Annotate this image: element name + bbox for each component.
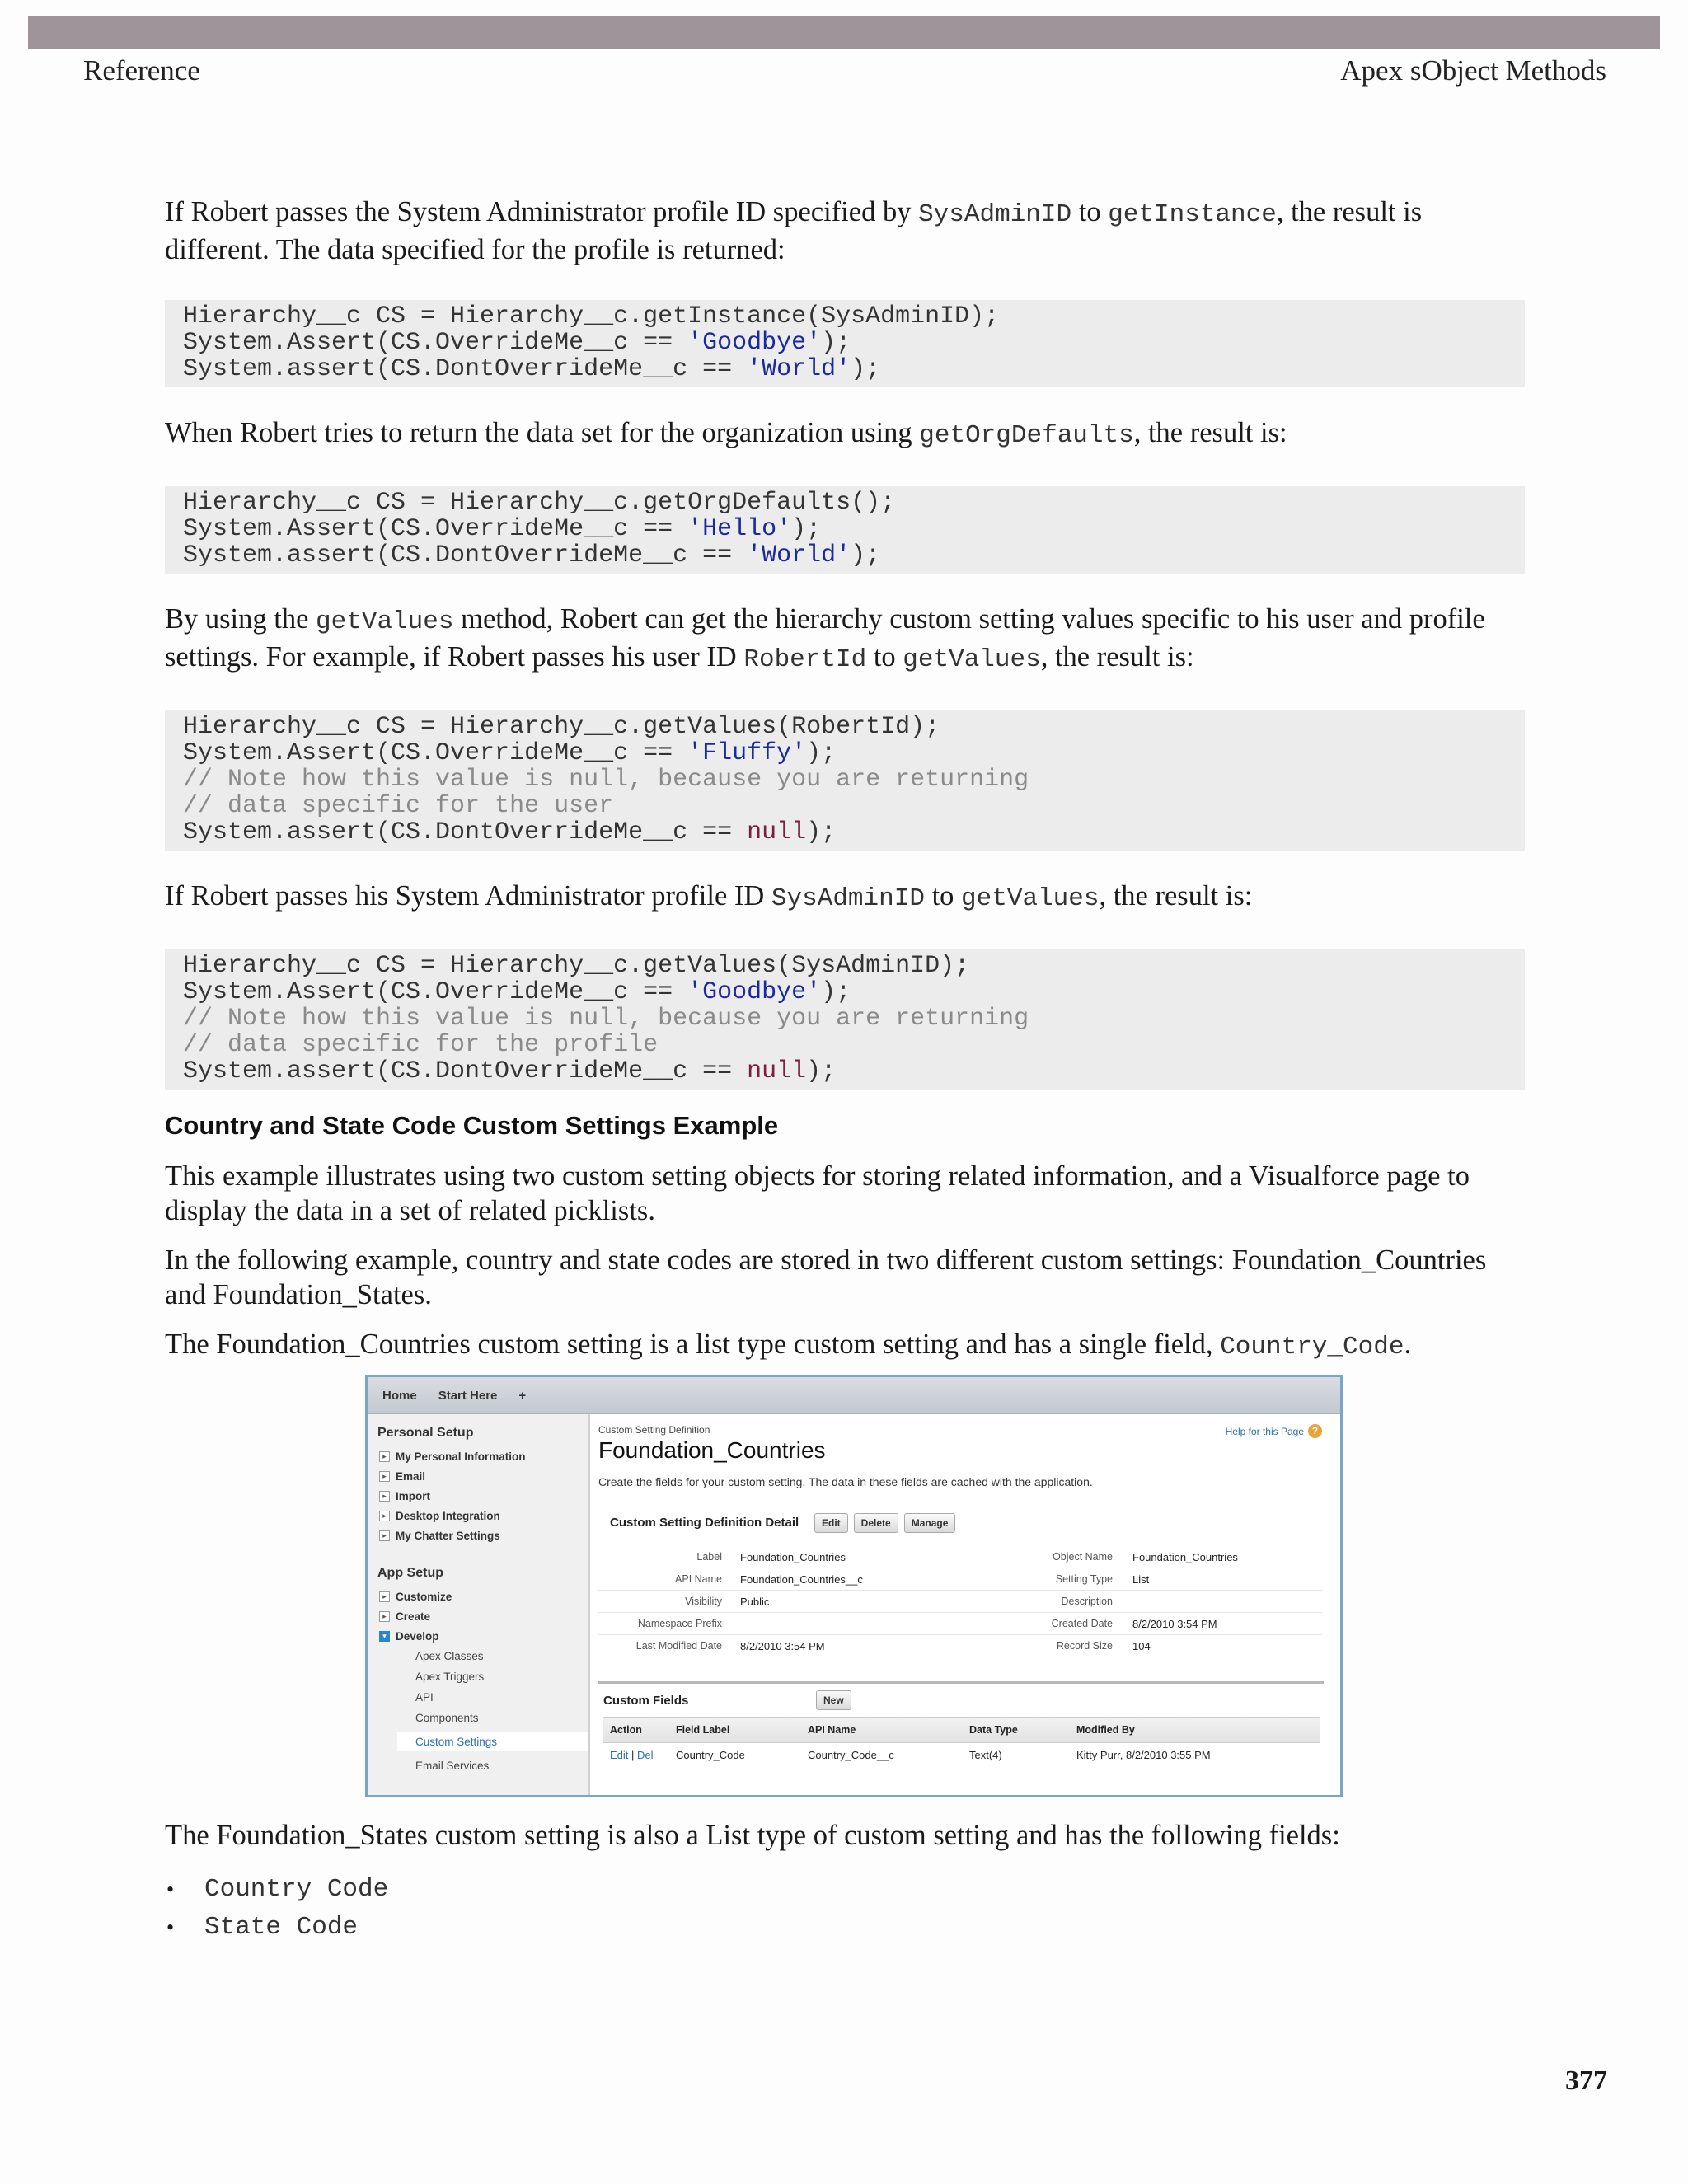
table-header <box>603 1717 1320 1743</box>
field-label: Record Size <box>1056 1640 1113 1652</box>
sidebar-item-chatter-settings[interactable] <box>379 1530 588 1542</box>
sidebar-item-personal-info[interactable] <box>379 1451 588 1463</box>
list-item <box>165 1909 1525 1947</box>
action-cell <box>603 1749 676 1761</box>
code-line <box>183 1058 1508 1085</box>
column-header: Modified By <box>1076 1724 1135 1736</box>
text: method, Robert can get the hierarchy custom setting values specific to his user and profile settings. For example, if Robert passes his user ID <box>165 603 1485 673</box>
detail-row <box>598 1613 1322 1635</box>
inline-code: getValues <box>903 645 1041 674</box>
inline-code: SysAdminID <box>771 884 925 913</box>
column-header: Action <box>610 1724 642 1736</box>
new-field-button[interactable]: New <box>816 1690 851 1710</box>
inline-code: getInstance <box>1108 200 1277 229</box>
tab-home[interactable]: Home <box>382 1388 417 1403</box>
sidebar-section-app: App Setup <box>377 1566 443 1580</box>
inline-code: getValues <box>961 884 1100 913</box>
code-text: ); <box>851 541 881 569</box>
expand-icon: ▸ <box>379 1451 390 1462</box>
user-link[interactable]: Kitty Purr <box>1076 1748 1120 1761</box>
detail-row <box>598 1635 1322 1657</box>
detail-row <box>598 1591 1322 1613</box>
code-string: 'World' <box>747 541 851 569</box>
sidebar-item-label: Develop <box>396 1630 439 1643</box>
inline-code: Country_Code <box>1220 1333 1404 1361</box>
code-line <box>183 740 1508 766</box>
text: to <box>924 880 962 912</box>
header-right: Apex sObject Methods <box>1340 54 1606 87</box>
setup-sidebar <box>368 1414 590 1795</box>
field-value: 8/2/2010 3:54 PM <box>740 1639 825 1652</box>
code-block-getinstance <box>165 300 1525 387</box>
sidebar-item-customize[interactable] <box>379 1591 588 1603</box>
sidebar-item-label: Email <box>396 1470 426 1483</box>
setup-main <box>598 1414 1332 1795</box>
page-description: Create the fields for your custom setting. The data in these fields are cached with the application. <box>598 1475 1093 1488</box>
inline-code: getOrgDefaults <box>919 421 1134 450</box>
code-string: 'Goodbye' <box>687 329 822 357</box>
text: to <box>866 641 903 673</box>
delete-link[interactable]: Del <box>637 1748 654 1761</box>
expand-icon: ▸ <box>379 1471 390 1482</box>
sidebar-item-label: My Personal Information <box>396 1451 526 1463</box>
sidebar-subitem-custom-settings[interactable]: Custom Settings <box>397 1732 588 1751</box>
sidebar-item-label: My Chatter Settings <box>396 1530 500 1542</box>
expand-icon: ▸ <box>379 1491 390 1502</box>
field-label: Created Date <box>1051 1618 1113 1629</box>
custom-fields-title: Custom Fields <box>603 1693 689 1708</box>
text: , the result is: <box>1133 417 1287 448</box>
custom-fields-header <box>598 1684 1324 1717</box>
code-comment: // Note how this value is null, because you are returning <box>183 766 1029 794</box>
help-link-label: Help for this Page <box>1225 1425 1304 1437</box>
page-content-lower <box>165 1818 1525 1947</box>
field-label: Description <box>1061 1596 1113 1607</box>
code-line: Hierarchy__c CS = Hierarchy__c.getOrgDefaults(); <box>183 489 896 517</box>
delete-button[interactable]: Delete <box>854 1513 898 1533</box>
code-line: Hierarchy__c CS = Hierarchy__c.getInstance(SysAdminID); <box>183 302 1000 330</box>
page-kicker: Custom Setting Definition <box>598 1424 710 1436</box>
sidebar-subitem-email-services[interactable]: Email Services <box>415 1760 490 1772</box>
code-text: ); <box>821 329 851 357</box>
field-value: Foundation_Countries <box>740 1550 846 1563</box>
paragraph-getvalues-user <box>165 602 1525 677</box>
inline-code: RobertId <box>743 645 867 674</box>
field-label: Last Modified Date <box>635 1640 722 1652</box>
field-value: Foundation_Countries__c <box>740 1572 863 1586</box>
paragraph-getvalues-profile <box>165 879 1525 916</box>
column-header: Field Label <box>676 1724 730 1736</box>
code-text: System.Assert(CS.OverrideMe__c == <box>183 978 688 1006</box>
section-heading: Country and State Code Custom Settings Example <box>165 1111 779 1140</box>
custom-fields-table <box>603 1717 1320 1766</box>
paragraph-countries <box>165 1327 1525 1365</box>
sidebar-subitem-api[interactable]: API <box>415 1691 434 1704</box>
code-keyword: null <box>747 1057 807 1085</box>
code-line: Hierarchy__c CS = Hierarchy__c.getValues(SysAdminID); <box>183 952 970 980</box>
code-line <box>183 516 1508 542</box>
api-name-cell: Country_Code__c <box>808 1748 894 1761</box>
modified-date: , 8/2/2010 3:55 PM <box>1119 1748 1211 1761</box>
paragraph-states: The Foundation_States custom setting is also a List type of custom setting and has the following fields: <box>165 1820 1340 1851</box>
setup-screenshot <box>365 1375 1343 1797</box>
code-string: 'Goodbye' <box>687 978 822 1006</box>
help-icon: ? <box>1308 1424 1322 1438</box>
field-label: Label <box>696 1551 722 1563</box>
bullet: • <box>166 1877 175 1901</box>
sidebar-item-desktop-integration[interactable] <box>379 1510 588 1522</box>
expand-icon: ▸ <box>379 1511 390 1521</box>
code-text: System.Assert(CS.OverrideMe__c == <box>183 739 688 767</box>
collapse-icon: ▾ <box>379 1631 390 1642</box>
field-label: Visibility <box>685 1596 722 1607</box>
page-number: 377 <box>1565 2065 1607 2096</box>
modified-by-cell <box>1076 1749 1320 1761</box>
detail-title: Custom Setting Definition Detail <box>610 1516 799 1530</box>
text: . <box>1404 1329 1412 1360</box>
paragraph-codes: In the following example, country and state codes are stored in two different custom settings: Foundation_Countries and Foundation_States. <box>165 1244 1487 1310</box>
code-text: System.Assert(CS.OverrideMe__c == <box>183 515 688 543</box>
header-left: Reference <box>83 54 200 87</box>
column-header: Data Type <box>969 1724 1018 1736</box>
table-row <box>603 1743 1320 1766</box>
code-block-getvalues-user <box>165 710 1525 851</box>
code-line: Hierarchy__c CS = Hierarchy__c.getValues(RobertId); <box>183 713 940 741</box>
edit-link[interactable]: Edit <box>610 1748 629 1761</box>
sidebar-item-label: Customize <box>396 1591 452 1603</box>
text: , the result is: <box>1099 880 1253 912</box>
field-name: State Code <box>204 1913 359 1942</box>
column-header: API Name <box>808 1724 856 1736</box>
sidebar-subitem-components[interactable]: Components <box>415 1712 479 1724</box>
code-text: System.assert(CS.DontOverrideMe__c == <box>183 355 748 383</box>
code-text: System.assert(CS.DontOverrideMe__c == <box>183 541 748 569</box>
field-value: List <box>1132 1572 1150 1586</box>
code-text: ); <box>806 818 837 846</box>
code-text: ); <box>806 1057 837 1085</box>
code-keyword: null <box>747 818 807 846</box>
code-text: ); <box>791 515 822 543</box>
detail-row <box>598 1568 1322 1591</box>
paragraph-getinstance-profile <box>165 194 1525 267</box>
code-line <box>183 542 1508 569</box>
text: to <box>1071 196 1109 227</box>
custom-fields-section <box>598 1681 1324 1766</box>
code-comment: // data specific for the profile <box>183 1031 659 1059</box>
field-value: Public <box>740 1595 770 1608</box>
tab-bar <box>368 1377 1340 1414</box>
field-label: API Name <box>675 1573 722 1585</box>
code-string: 'Fluffy' <box>687 739 807 767</box>
text: By using the <box>165 603 316 635</box>
code-text: ); <box>851 355 881 383</box>
paragraph-intro: This example illustrates using two custom setting objects for storing related information, and a Visualforce page to display the data in a set of related picklists. <box>165 1160 1470 1226</box>
code-text: ); <box>821 978 851 1006</box>
paragraph-getorgdefaults <box>165 415 1525 453</box>
field-label: Object Name <box>1053 1551 1113 1563</box>
separator: | <box>628 1748 638 1761</box>
inline-code: getValues <box>316 607 454 636</box>
sidebar-subitem-apex-triggers[interactable]: Apex Triggers <box>415 1671 485 1683</box>
edit-button[interactable]: Edit <box>814 1513 848 1533</box>
field-name: Country Code <box>204 1875 389 1904</box>
code-line <box>183 979 1508 1005</box>
code-string: 'Hello' <box>687 515 792 543</box>
text: If Robert passes his System Administrator profile ID <box>165 880 771 912</box>
expand-icon: ▸ <box>379 1530 390 1541</box>
field-label: Namespace Prefix <box>637 1618 722 1629</box>
inline-code: SysAdminID <box>918 200 1072 229</box>
sidebar-item-create[interactable] <box>379 1610 588 1623</box>
detail-header <box>610 1513 1332 1533</box>
sidebar-subitem-apex-classes[interactable]: Apex Classes <box>415 1650 484 1662</box>
help-link[interactable] <box>1226 1424 1322 1438</box>
bullet: • <box>166 1915 175 1939</box>
sidebar-item-label: Create <box>396 1610 431 1623</box>
field-value: Foundation_Countries <box>1132 1550 1238 1563</box>
manage-button[interactable]: Manage <box>904 1513 956 1533</box>
page-title: Foundation_Countries <box>598 1437 826 1463</box>
code-text: System.Assert(CS.OverrideMe__c == <box>183 329 688 357</box>
code-block-getorgdefaults <box>165 486 1525 574</box>
sidebar-item-label: Import <box>396 1490 430 1502</box>
field-value: 104 <box>1132 1639 1151 1652</box>
field-label-link[interactable]: Country_Code <box>676 1748 745 1761</box>
code-line <box>183 819 1508 846</box>
code-text: ); <box>806 739 837 767</box>
field-value: 8/2/2010 3:54 PM <box>1132 1617 1217 1630</box>
add-tab-icon[interactable]: + <box>518 1388 527 1403</box>
sidebar-item-import[interactable] <box>379 1490 588 1502</box>
text: If Robert passes the System Administrator profile ID specified by <box>165 196 919 227</box>
detail-grid <box>598 1546 1322 1657</box>
code-text: System.assert(CS.DontOverrideMe__c == <box>183 1057 748 1085</box>
code-line <box>183 330 1508 356</box>
code-comment: // data specific for the user <box>183 792 614 820</box>
detail-row <box>598 1546 1322 1568</box>
code-block-getvalues-profile <box>165 949 1525 1090</box>
field-list <box>165 1871 1525 1947</box>
page-content <box>165 194 1525 1365</box>
text: When Robert tries to return the data set for the organization using <box>165 417 920 448</box>
code-comment: // Note how this value is null, because you are returning <box>183 1005 1029 1033</box>
field-label: Setting Type <box>1055 1573 1113 1585</box>
text: , the result is: <box>1040 641 1194 673</box>
tab-start-here[interactable]: Start Here <box>438 1388 498 1403</box>
sidebar-section-personal: Personal Setup <box>377 1426 474 1440</box>
code-line <box>183 356 1508 382</box>
sidebar-item-label: Desktop Integration <box>396 1510 500 1522</box>
code-string: 'World' <box>747 355 851 383</box>
sidebar-item-email[interactable] <box>379 1470 588 1483</box>
text: The Foundation_Countries custom setting is a list type custom setting and has a single field, <box>165 1329 1221 1360</box>
header-bar <box>28 16 1660 49</box>
expand-icon: ▸ <box>379 1591 390 1602</box>
data-type-cell: Text(4) <box>969 1748 1002 1761</box>
expand-icon: ▸ <box>379 1611 390 1622</box>
text: , the result is different. The data specified for the profile is returned: <box>165 196 1423 265</box>
sidebar-item-develop[interactable] <box>379 1630 588 1643</box>
list-item <box>165 1871 1525 1909</box>
code-text: System.assert(CS.DontOverrideMe__c == <box>183 818 748 846</box>
